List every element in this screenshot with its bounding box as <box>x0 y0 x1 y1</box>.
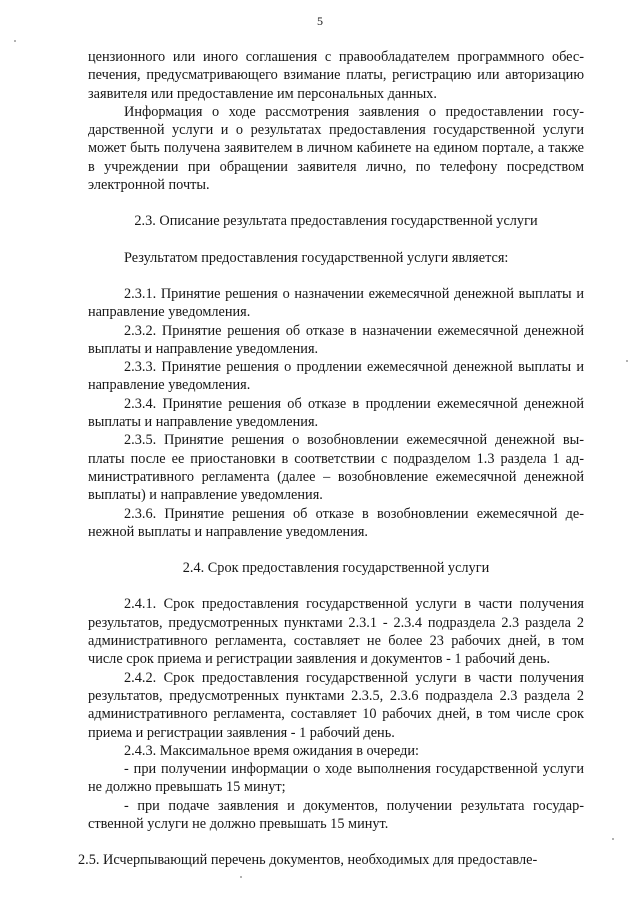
spacer <box>88 541 584 559</box>
scan-speck <box>240 876 242 878</box>
section-heading-2-3: 2.3. Описание результата предоставления государственной услуги <box>134 213 538 230</box>
list-item-2-3-3: 2.3.3. Принятие решения о продлении ежемесячной денежной выплаты и направление уведомления. <box>88 359 584 394</box>
list-item-2-4-2: 2.4.2. Срок предоставления государственной услуги в части получения результатов, предусмотренных пунктами 2.3.5, 2.3.6 подраздела 2.3 раздела 2 административного регламента, составляет 10 рабочих дней, в том числе срок приема и регистрации заявления - 1 рабочий день. <box>88 669 584 741</box>
list-item-2-3-5: 2.3.5. Принятие решения о возобновлении ежемесячной денежной выплаты после ее приостановки в соответствии с подразделом 1.3 раздела 1 административного регламента (далее – возобновление ежемесячной денежной выплаты) и направление уведомления. <box>88 432 584 504</box>
list-item-2-4-3: 2.4.3. Максимальное время ожидания в очереди: <box>124 742 420 759</box>
paragraph-information: Информация о ходе рассмотрения заявления о предоставлении государственной услуги и о результатах предоставления государственной услуги может быть получена заявителем в личном кабинете на едином портале, а также в учреждении при обращении заявителя лично, по телефону посредством электронной почты. <box>88 103 584 194</box>
list-item-2-4-1: 2.4.1. Срок предоставления государственной услуги в части получения результатов, предусмотренных пунктами 2.3.1 - 2.3.4 подраздела 2.3 раздела 2 административного регламента, составляет не более 23 рабочих дней, в том числе срок приема и регистрации заявления и документов - 1 рабочий день. <box>88 596 584 668</box>
spacer <box>88 577 584 595</box>
page-number: 5 <box>317 14 323 28</box>
spacer <box>88 194 584 212</box>
list-item-2-3-6: 2.3.6. Принятие решения об отказе в возобновлении ежемесячной денежной выплаты и направление уведомления. <box>88 505 584 540</box>
list-item-2-3-4: 2.3.4. Принятие решения об отказе в продлении ежемесячной денежной выплаты и направление уведомления. <box>88 395 584 431</box>
spacer <box>88 231 584 249</box>
spacer <box>88 833 584 851</box>
section-heading-2-4: 2.4. Срок предоставления государственной услуги <box>182 560 490 577</box>
list-item-2-3-2: 2.3.2. Принятие решения об отказе в назначении ежемесячной денежной выплаты и направление уведомления. <box>88 322 584 357</box>
section-2-3-intro: Результатом предоставления государственной услуги является: <box>124 249 509 266</box>
paragraph-continuation: цензионного или иного соглашения с правообладателем программного обеспечения, предусматривающего взимание платы, регистрацию или авторизацию заявителя или предоставление им персональных данных. <box>88 49 584 102</box>
list-item-2-3-1: 2.3.1. Принятие решения о назначении ежемесячной денежной выплаты и направление уведомления. <box>88 285 584 321</box>
list-item-2-4-3-b: - при подаче заявления и документов, получении результата государственной услуги не должно превышать 15 минут. <box>88 797 584 832</box>
scan-speck <box>612 838 614 840</box>
list-item-2-4-3-a: - при получении информации о ходе выполнения государственной услуги не должно превышать 15 минут; <box>88 761 584 796</box>
document-body <box>78 48 584 870</box>
section-heading-2-5: 2.5. Исчерпывающий перечень документов, необходимых для предоставле- <box>78 852 538 869</box>
scan-speck <box>626 360 628 362</box>
scan-speck <box>14 40 16 42</box>
spacer <box>88 267 584 285</box>
